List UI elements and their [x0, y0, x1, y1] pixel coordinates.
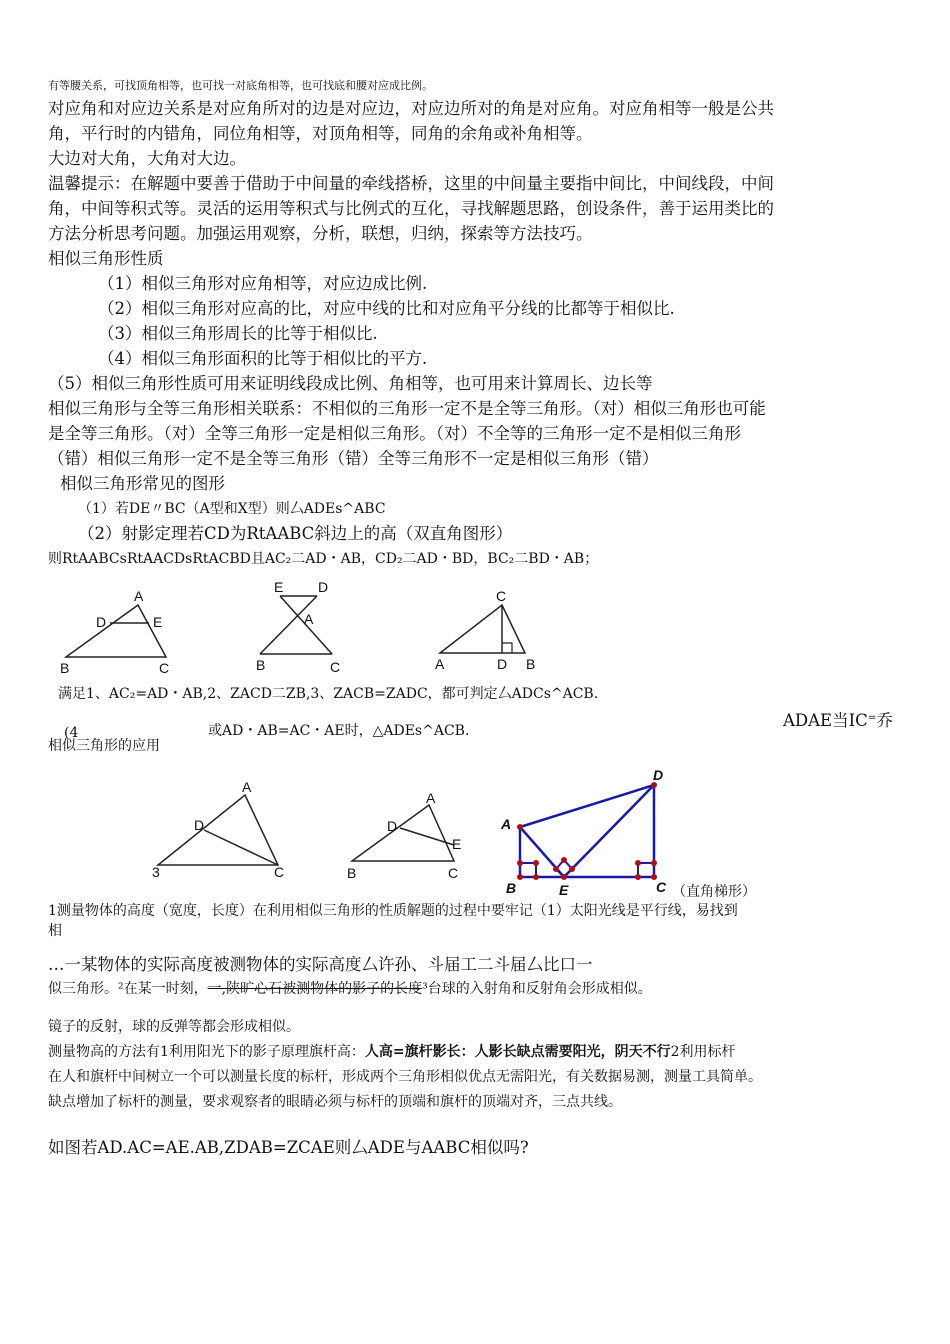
formula-line: …一某物体的实际高度被测物体的实际高度厶许孙、斗届工二斗届厶比口一 — [48, 955, 593, 974]
label-b: B — [347, 865, 357, 881]
property-item: （5）相似三角形性质可用来证明线段成比例、角相等，也可用来计算周长、边长等 — [48, 374, 653, 393]
text-line: 大边对大角，大角对大边。 — [48, 149, 246, 168]
property-item: （1）相似三角形对应角相等，对应边成比例. — [98, 274, 428, 293]
item-number: (4 — [64, 725, 79, 741]
label-c: C — [656, 879, 667, 895]
label-d: D — [387, 818, 398, 834]
text-line: 角，平行时的内错角，同位角相等，对顶角相等，同角的余角或补角相等。 — [48, 124, 593, 143]
section-heading-applications: 相似三角形的应用 — [48, 738, 160, 754]
text-segment: 测量物高的方法有1利用阳光下的影子原理旗杆高： — [48, 1044, 365, 1060]
label-d: D — [653, 767, 664, 783]
label-a: A — [304, 611, 314, 627]
label-c: C — [159, 660, 170, 676]
text-segment: 似三角形。²在某一时刻， — [48, 981, 208, 997]
figure-item: （1）若DE〃BC（A型和X型）则厶ADEs^ABC — [78, 501, 386, 517]
application-line: 镜子的反射，球的反弹等都会形成相似。 — [48, 1019, 300, 1035]
application-line — [48, 980, 652, 998]
label-b: B — [506, 880, 517, 896]
label-d: D — [318, 579, 329, 595]
note-line-isosceles: 有等腰关系，可找顶角相等，也可找一对底角相等，也可找底和腰对应成比例。 — [48, 79, 433, 92]
tip-line: 温馨提示：在解题中要善于借助于中间量的牵线搭桥，这里的中间量主要指中间比，中间线段，中间 — [48, 174, 774, 193]
figure-right-trapezoid — [498, 765, 678, 898]
relation-line: 是全等三角形。（对）全等三角形一定是相似三角形。（对）不全等的三角形一定不是相似三角形 — [48, 424, 741, 443]
label-a: A — [435, 656, 445, 672]
tip-line: 方法分析思考问题。加强运用观察，分析，联想，归纳，探索等方法技巧。 — [48, 224, 593, 243]
label-d: D — [497, 656, 508, 672]
label-c: C — [274, 864, 285, 880]
relation-line: （错）相似三角形一定不是全等三角形（错）全等三角形不一定是相似三角形（错） — [48, 449, 659, 468]
label-b: 3 — [152, 864, 160, 880]
criteria-line: 满足1、AC₂=AD・AB,2、ZACD二ZB,3、ZACB=ZADC，都可判定厶ADCs^ACB. — [58, 686, 599, 702]
label-b: B — [60, 660, 70, 676]
property-item: （2）相似三角形对应高的比，对应中线的比和对应角平分线的比都等于相似比. — [98, 299, 675, 318]
criteria-line: 或AD・AB=AC・AE时，△ADEs^ACB. — [208, 723, 470, 739]
projection-formula: 则RtAABCsRtAACDsRtACBD且AC₂二AD・AB，CD₂二AD・BD，BC₂二BD・AB； — [48, 551, 599, 567]
application-line: 1测量物体的高度（宽度，长度）在利用相似三角形的性质解题的过程中要牢记（1）太阳光线是平行线，易找到 — [48, 903, 738, 919]
section-heading-figures: 相似三角形常见的图形 — [60, 474, 225, 493]
label-a: A — [242, 779, 252, 795]
label-c: C — [330, 659, 341, 675]
method-line: 缺点增加了标杆的测量，要求观察者的眼睛必须与标杆的顶端和旗杆的顶端对齐，三点共线。 — [48, 1094, 622, 1110]
struck-text-segment: 一,陕旷心石被测物体的影子的长度 — [207, 981, 423, 997]
application-line: 相 — [48, 923, 62, 939]
label-b: B — [526, 656, 536, 672]
question-line: 如图若AD.AC=AE.AB,ZDAB=ZCAE则厶ADE与AABC相似吗? — [48, 1138, 529, 1157]
label-e: E — [274, 579, 284, 595]
label-e: E — [452, 836, 462, 852]
label-b: B — [256, 657, 266, 673]
relation-line: 相似三角形与全等三角形相关联系：不相似的三角形一定不是全等三角形。（对）相似三角形也可能 — [48, 399, 766, 418]
figure-item: （2）射影定理若CD为RtAABC斜边上的高（双直角图形） — [78, 524, 513, 543]
figure-x-type — [252, 580, 352, 680]
property-item: （4）相似三角形面积的比等于相似比的平方. — [98, 349, 428, 368]
label-d: D — [96, 614, 107, 630]
label-e: E — [153, 614, 163, 630]
figure-triangle-ade-2 — [344, 783, 469, 888]
label-a: A — [426, 790, 436, 806]
label-d: D — [194, 817, 205, 833]
figure-triangle-ade — [150, 780, 290, 885]
text-line: 对应角和对应边关系是对应角所对的边是对应边，对应边所对的角是对应角。对应角相等一般是公共 — [48, 99, 774, 118]
text-segment: 2利用标杆 — [670, 1044, 736, 1060]
label-c: C — [496, 588, 507, 604]
bold-text-segment: 人高=旗杆影长：人影长缺点需要阳光，阴天不行 — [364, 1044, 671, 1060]
method-line: 在人和旗杆中间树立一个可以测量长度的标杆，形成两个三角形相似优点无需阳光，有关数据易测，测量工具简单。 — [48, 1069, 762, 1085]
trapezoid-caption: （直角梯形） — [672, 884, 756, 900]
property-item: （3）相似三角形周长的比等于相似比. — [98, 324, 378, 343]
label-a: A — [134, 588, 144, 604]
ratio-fragment: ADAE当IC⁼乔 — [783, 711, 893, 730]
label-e: E — [559, 882, 569, 898]
tip-line: 角，中间等积式等。灵活的运用等积式与比例式的互化，寻找解题思路，创设条件，善于运用类比的 — [48, 199, 774, 218]
section-heading-properties: 相似三角形性质 — [48, 249, 164, 268]
label-a: A — [501, 816, 512, 832]
text-segment: ³台球的入射角和反射角会形成相似。 — [422, 981, 652, 997]
figure-a-type — [58, 585, 178, 680]
figure-right-triangle-altitude — [430, 583, 545, 683]
label-c: C — [448, 865, 459, 881]
method-line — [48, 1043, 736, 1061]
